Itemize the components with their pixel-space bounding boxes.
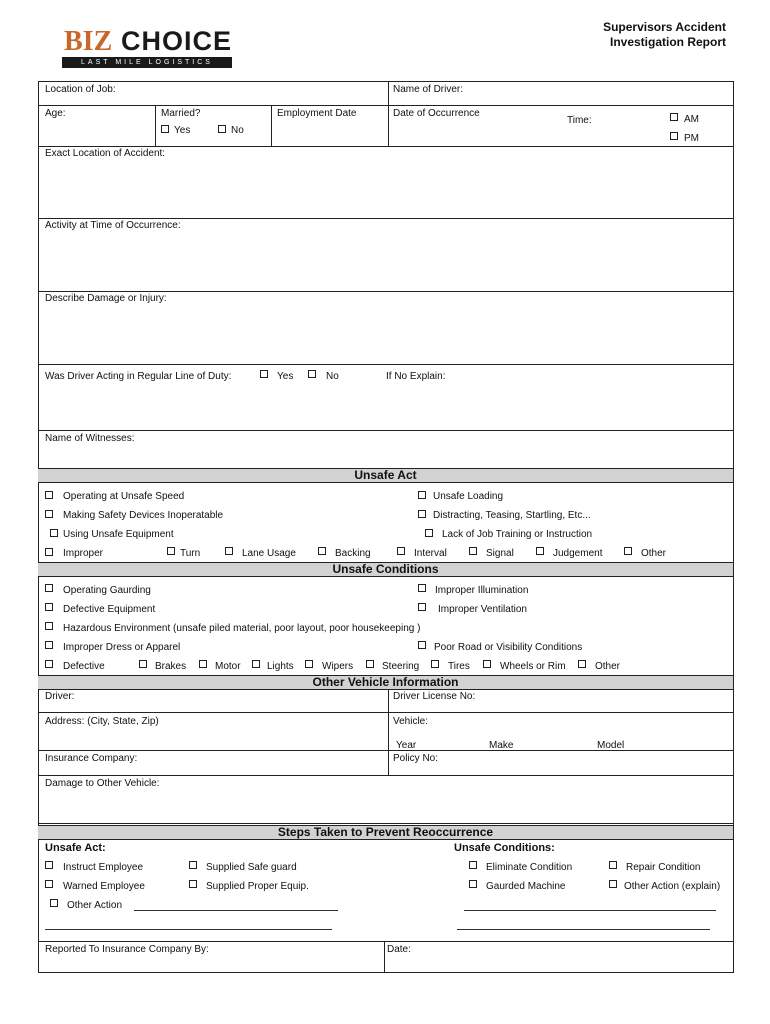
damage-other-vehicle-field[interactable] (40, 792, 732, 821)
logo-biz-text: BIZ (64, 26, 113, 57)
insurance-company-label: Insurance Company: (45, 753, 138, 764)
turn-checkbox[interactable] (167, 547, 175, 555)
distracting-checkbox[interactable] (418, 510, 426, 518)
report-title-line2: Investigation Report (609, 35, 726, 49)
wipers-label: Wipers (322, 661, 354, 672)
other-action-line-2[interactable] (45, 929, 332, 930)
other-action-line-1[interactable] (134, 910, 338, 911)
interval-label: Interval (414, 548, 447, 559)
other-action-label: Other Action (67, 900, 123, 911)
supplied-equip-label: Supplied Proper Equip. (206, 881, 309, 892)
witnesses-label: Name of Witnesses: (45, 433, 135, 444)
unsafe-act-heading: Unsafe Act (38, 468, 733, 483)
judgement-checkbox[interactable] (536, 547, 544, 555)
lane-usage-label: Lane Usage (242, 548, 296, 559)
defective-equipment-checkbox[interactable] (45, 603, 53, 611)
date-label: Date: (387, 944, 411, 955)
other-action-explain-label: Other Action (explain) (624, 881, 721, 892)
backing-checkbox[interactable] (318, 547, 326, 555)
activity-label: Activity at Time of Occurrence: (45, 220, 181, 231)
instruct-employee-checkbox[interactable] (45, 861, 53, 869)
conditions-action-line-2[interactable] (457, 929, 710, 930)
other-vehicle-heading: Other Vehicle Information (38, 675, 733, 690)
operating-gaurding-label: Operating Gaurding (63, 585, 151, 596)
cond-other-checkbox[interactable] (578, 660, 586, 668)
brakes-checkbox[interactable] (139, 660, 147, 668)
wheels-rim-checkbox[interactable] (483, 660, 491, 668)
conditions-action-line-1[interactable] (464, 910, 716, 911)
safety-devices-checkbox[interactable] (45, 510, 53, 518)
act-other-checkbox[interactable] (624, 547, 632, 555)
improper-ventilation-label: Improper Ventilation (438, 604, 527, 615)
duty-yes-checkbox[interactable] (260, 370, 268, 378)
eliminate-condition-checkbox[interactable] (469, 861, 477, 869)
wheels-rim-label: Wheels or Rim (500, 661, 566, 672)
duty-no-checkbox[interactable] (308, 370, 316, 378)
gaurded-machine-label: Gaurded Machine (486, 881, 566, 892)
married-label: Married? (161, 108, 201, 119)
address-label: Address: (City, State, Zip) (45, 716, 159, 727)
unsafe-loading-label: Unsafe Loading (433, 491, 504, 502)
warned-employee-label: Warned Employee (63, 881, 145, 892)
damage-injury-label: Describe Damage or Injury: (45, 293, 167, 304)
tires-checkbox[interactable] (431, 660, 439, 668)
employment-date-label: Employment Date (277, 108, 357, 119)
married-yes-label: Yes (174, 125, 191, 136)
turn-label: Turn (180, 548, 201, 559)
pm-checkbox[interactable] (670, 132, 678, 140)
lane-usage-checkbox[interactable] (225, 547, 233, 555)
unsafe-conditions-heading: Unsafe Conditions (38, 562, 733, 577)
improper-illumination-label: Improper Illumination (435, 585, 529, 596)
damage-other-vehicle-label: Damage to Other Vehicle: (45, 778, 160, 789)
improper-dress-label: Improper Dress or Apparel (63, 642, 181, 653)
name-of-driver-label: Name of Driver: (393, 84, 464, 95)
improper-dress-checkbox[interactable] (45, 641, 53, 649)
improper-illumination-checkbox[interactable] (418, 584, 426, 592)
operating-gaurding-checkbox[interactable] (45, 584, 53, 592)
if-no-explain-label: If No Explain: (386, 371, 446, 382)
other-action-explain-checkbox[interactable] (609, 880, 617, 888)
signal-label: Signal (486, 548, 514, 559)
age-label: Age: (45, 108, 66, 119)
regular-duty-label: Was Driver Acting in Regular Line of Duty: (45, 371, 232, 382)
am-label: AM (684, 114, 699, 125)
poor-road-checkbox[interactable] (418, 641, 426, 649)
lights-label: Lights (267, 661, 294, 672)
interval-checkbox[interactable] (397, 547, 405, 555)
policy-no-label: Policy No: (393, 753, 439, 764)
activity-field[interactable] (40, 234, 732, 289)
steering-checkbox[interactable] (366, 660, 374, 668)
operating-speed-label: Operating at Unsafe Speed (63, 491, 185, 502)
improper-checkbox[interactable] (45, 548, 53, 556)
year-label: Year (396, 740, 417, 751)
location-of-job-label: Location of Job: (45, 84, 116, 95)
poor-road-label: Poor Road or Visibility Conditions (434, 642, 583, 653)
defective-checkbox[interactable] (45, 660, 53, 668)
eliminate-condition-label: Eliminate Condition (486, 862, 573, 873)
logo-choice-text: CHOICE (121, 26, 233, 56)
vehicle-label: Vehicle: (393, 716, 429, 727)
steps-heading: Steps Taken to Prevent Reoccurrence (38, 825, 733, 840)
lights-checkbox[interactable] (252, 660, 260, 668)
driver-license-label: Driver License No: (393, 691, 476, 702)
motor-checkbox[interactable] (199, 660, 207, 668)
cond-other-label: Other (595, 661, 621, 672)
warned-employee-checkbox[interactable] (45, 880, 53, 888)
exact-location-field[interactable] (40, 162, 732, 216)
am-checkbox[interactable] (670, 113, 678, 121)
defective-equipment-label: Defective Equipment (63, 604, 156, 615)
repair-condition-checkbox[interactable] (609, 861, 617, 869)
model-label: Model (597, 740, 625, 751)
safety-devices-label: Making Safety Devices Inoperatable (63, 510, 224, 521)
reported-by-label: Reported To Insurance Company By: (45, 944, 209, 955)
married-no-label: No (231, 125, 244, 136)
repair-condition-label: Repair Condition (626, 862, 701, 873)
defective-label: Defective (63, 661, 105, 672)
brakes-label: Brakes (155, 661, 187, 672)
unsafe-equipment-checkbox[interactable] (50, 529, 58, 537)
time-label: Time: (567, 115, 592, 126)
date-of-occurrence-label: Date of Occurrence (393, 108, 480, 119)
other-action-checkbox[interactable] (50, 899, 58, 907)
pm-label: PM (684, 133, 699, 144)
unsafe-loading-checkbox[interactable] (418, 491, 426, 499)
supplied-safeguard-checkbox[interactable] (189, 861, 197, 869)
duty-yes-label: Yes (277, 371, 294, 382)
tires-label: Tires (448, 661, 470, 672)
hazardous-checkbox[interactable] (45, 622, 53, 630)
backing-label: Backing (335, 548, 371, 559)
unsafe-equipment-label: Using Unsafe Equipment (63, 529, 174, 540)
distracting-label: Distracting, Teasing, Startling, Etc... (433, 510, 591, 521)
steps-unsafe-act-label: Unsafe Act: (45, 842, 106, 854)
instruct-employee-label: Instruct Employee (63, 862, 144, 873)
married-yes-checkbox[interactable] (161, 125, 169, 133)
duty-no-label: No (326, 371, 339, 382)
improper-ventilation-checkbox[interactable] (418, 603, 426, 611)
motor-label: Motor (215, 661, 241, 672)
gaurded-machine-checkbox[interactable] (469, 880, 477, 888)
lack-training-checkbox[interactable] (425, 529, 433, 537)
married-no-checkbox[interactable] (218, 125, 226, 133)
improper-label: Improper (63, 548, 104, 559)
damage-injury-field[interactable] (40, 307, 732, 362)
other-driver-label: Driver: (45, 691, 75, 702)
signal-checkbox[interactable] (469, 547, 477, 555)
witnesses-field[interactable] (40, 446, 732, 466)
judgement-label: Judgement (553, 548, 603, 559)
steps-unsafe-conditions-label: Unsafe Conditions: (454, 842, 555, 854)
wipers-checkbox[interactable] (305, 660, 313, 668)
supplied-safeguard-label: Supplied Safe guard (206, 862, 297, 873)
hazardous-label: Hazardous Environment (unsafe piled material, poor layout, poor housekeeping ) (63, 623, 421, 634)
logo-tagline: LAST MILE LOGISTICS (62, 57, 232, 68)
steering-label: Steering (382, 661, 420, 672)
act-other-label: Other (641, 548, 667, 559)
exact-location-label: Exact Location of Accident: (45, 148, 166, 159)
supplied-equip-checkbox[interactable] (189, 880, 197, 888)
report-title-line1: Supervisors Accident (603, 20, 726, 34)
lack-training-label: Lack of Job Training or Instruction (442, 529, 593, 540)
operating-speed-checkbox[interactable] (45, 491, 53, 499)
make-label: Make (489, 740, 514, 751)
